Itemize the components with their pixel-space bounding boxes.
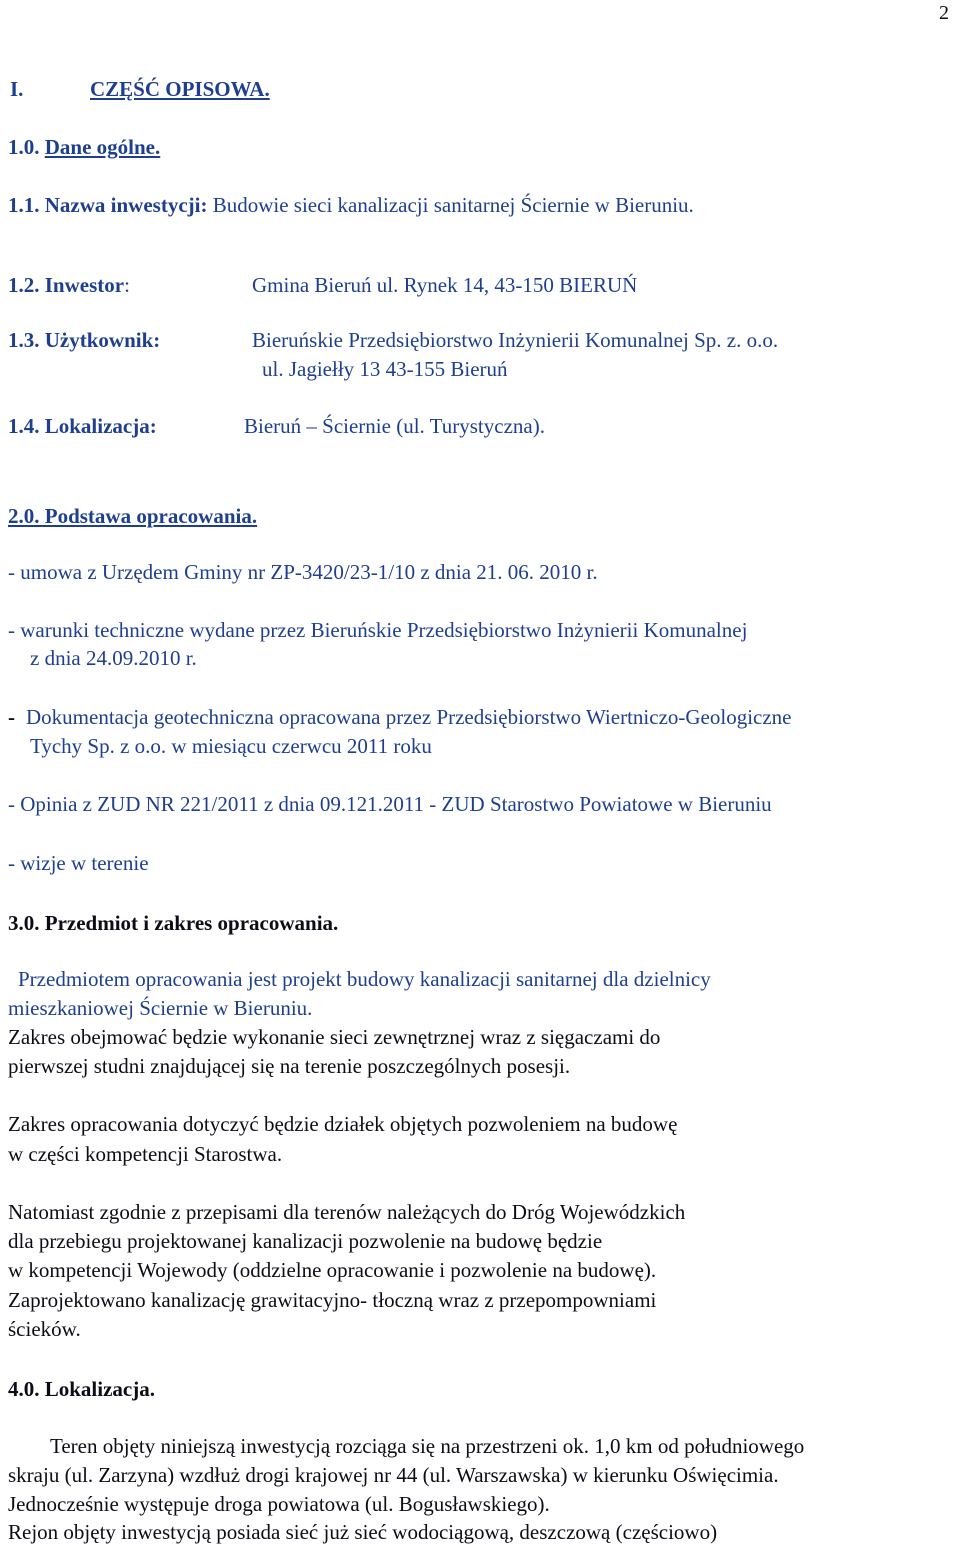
investor-colon: : [124,273,130,297]
investor-label-text: Inwestor [44,273,125,297]
location-line-1: Teren objęty niniejszą inwestycją rozciąga się na przestrzeni ok. 1,0 km od południowego [50,1434,805,1458]
location-line-4: Rejon objęty inwestycją posiada sieć już sieć wodociągową, deszczową (częściowo) [8,1520,718,1544]
scope-line-5: Zakres opracowania dotyczyć będzie działek objętych pozwoleniem na budowę [8,1112,678,1136]
investor-value: Gmina Bieruń ul. Rynek 14, 43-150 BIERUŃ [252,273,638,297]
investment-name-label: 1.1. Nazwa inwestycji: [8,193,208,217]
location-label: 1.4. Lokalizacja: [8,414,157,438]
basis-item-2: - warunki techniczne wydane przez Bieruńskie Przedsiębiorstwo Inżynierii Komunalnej [8,618,748,642]
basis-item-4: - Opinia z ZUD NR 221/2011 z dnia 09.121.2011 - ZUD Starostwo Powiatowe w Bieruniu [8,792,772,816]
basis-item-5: - wizje w terenie [8,851,149,875]
scope-line-3: Zakres obejmować będzie wykonanie sieci zewnętrznej wraz z sięgaczami do [8,1025,661,1049]
section-1-0-heading [8,134,160,160]
basis-item-3: Dokumentacja geotechniczna opracowana przez Przedsiębiorstwo Wiertniczo-Geologiczne [26,705,792,729]
scope-line-4: pierwszej studni znajdującej się na terenie poszczególnych posesji. [8,1054,571,1078]
scope-line-8: dla przebiegu projektowanej kanalizacji pozwolenie na budowę będzie [8,1229,603,1253]
basis-item-1: - umowa z Urzędem Gminy nr ZP-3420/23-1/10 z dnia 21. 06. 2010 r. [8,560,598,584]
scope-line-9: w kompetencji Wojewody (oddzielne opracowanie i pozwolenie na budowę). [8,1258,657,1282]
scope-line-10: Zaprojektowano kanalizację grawitacyjno- tłoczną wraz z przepompowniami [8,1288,657,1312]
basis-item-2-cont: z dnia 24.09.2010 r. [30,646,197,670]
basis-item-3-cont: Tychy Sp. z o.o. w miesiącu czerwcu 2011 roku [30,734,432,758]
section-3-0-title: 3.0. Przedmiot i zakres opracowania. [8,911,339,935]
section-4-0-title: 4.0. Lokalizacja. [8,1377,155,1401]
scope-line-6: w części kompetencji Starostwa. [8,1142,283,1166]
section-1-0-number: 1.0. [8,135,40,159]
user-value-line1: Bieruńskie Przedsiębiorstwo Inżynierii Komunalnej Sp. z. o.o. [252,328,779,352]
investor-label [8,272,130,298]
section-i-number: I. [10,77,24,101]
scope-line-2: mieszkaniowej Ściernie w Bieruniu. [8,996,313,1020]
scope-line-1: Przedmiotem opracowania jest projekt budowy kanalizacji sanitarnej dla dzielnicy [18,967,711,991]
user-label: 1.3. Użytkownik: [8,328,161,352]
scope-line-11: ścieków. [8,1317,81,1341]
section-1-0-title: Dane ogólne. [44,135,161,159]
section-i-title: CZĘŚĆ OPISOWA. [90,77,270,101]
investment-name-row [8,192,694,218]
location-line-2: skraju (ul. Zarzyna) wzdłuż drogi krajowej nr 44 (ul. Warszawska) w kierunku Oświęcimia. [8,1463,779,1487]
page-number: 2 [939,2,949,24]
user-value-line2: ul. Jagiełły 13 43-155 Bieruń [262,357,508,381]
investor-number: 1.2. [8,273,40,297]
scope-line-7: Natomiast zgodnie z przepisami dla terenów należących do Dróg Wojewódzkich [8,1200,686,1224]
basis-item-3-dash: - [8,705,15,729]
investment-name-value: Budowie sieci kanalizacji sanitarnej Ściernie w Bieruniu. [212,193,694,217]
location-line-3: Jednocześnie występuje droga powiatowa (ul. Bogusławskiego). [8,1492,550,1516]
location-value: Bieruń – Ściernie (ul. Turystyczna). [244,414,545,438]
section-2-0-title: 2.0. Podstawa opracowania. [8,504,258,528]
